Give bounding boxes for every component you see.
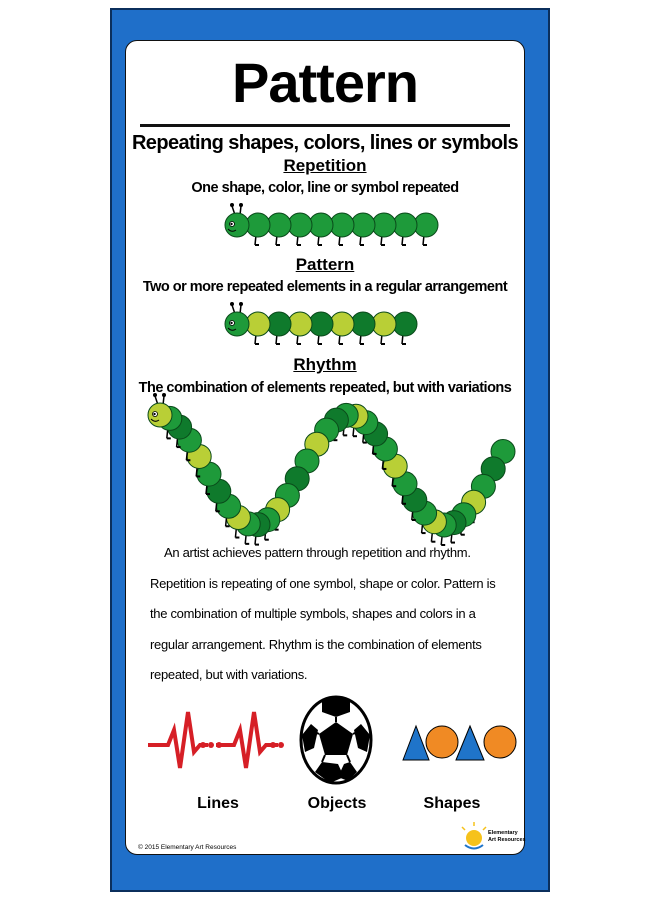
caption-objects: Objects <box>307 795 367 812</box>
page-title: Pattern <box>232 51 418 114</box>
page-subtitle: Repeating shapes, colors, lines or symbols <box>131 132 519 154</box>
soccer-ball-icon <box>301 697 371 783</box>
elementary-art-logo-icon <box>462 822 486 849</box>
explanation-paragraph: An artist achieves pattern through repetition and rhythm. Repetition is repeating of one symbol, shape or color. Pattern is the combination of multiple symbols, shapes and colors in a regular arrangement. Rhythm is the combination of elements repeated, but with variations. <box>150 545 496 682</box>
logo-text-line2: Art Resources <box>488 837 526 843</box>
caption-lines: Lines <box>197 795 239 812</box>
section-heading-rhythm: Rhythm <box>293 355 357 374</box>
caption-shapes: Shapes <box>423 795 481 812</box>
triangle-circle-shapes-icon <box>403 726 516 760</box>
section-description-rhythm: The combination of elements repeated, but with variations <box>138 380 512 396</box>
copyright-notice: © 2015 Elementary Art Resources <box>138 844 237 851</box>
logo-text <box>488 830 526 844</box>
section-description-repetition: One shape, color, line or symbol repeated <box>191 180 459 196</box>
caterpillar-rhythm-icon <box>148 393 515 545</box>
logo-text-line1: Elementary <box>488 830 518 836</box>
section-description-pattern: Two or more repeated elements in a regular arrangement <box>142 279 508 295</box>
section-heading-pattern: Pattern <box>295 255 355 274</box>
caterpillar-repetition-icon <box>225 203 438 245</box>
section-heading-repetition: Repetition <box>283 156 367 175</box>
caterpillar-pattern-icon <box>225 302 417 344</box>
heartbeat-line-icon <box>148 712 284 768</box>
